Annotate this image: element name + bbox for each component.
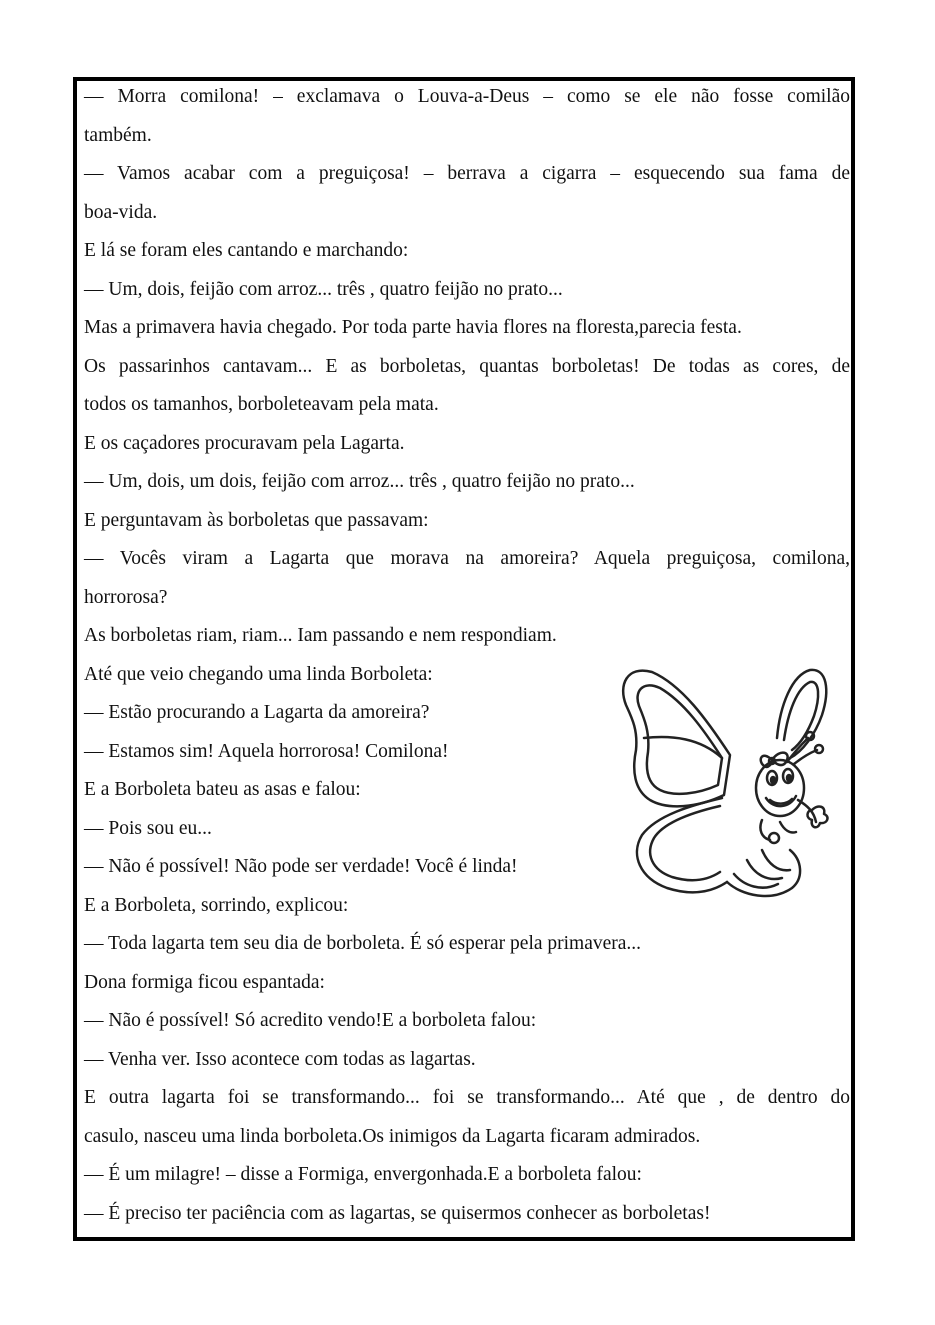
story-line: E os caçadores procuravam pela Lagarta.	[84, 432, 405, 454]
story-line: — Toda lagarta tem seu dia de borboleta. É só esperar pela primavera...	[84, 933, 642, 954]
story-line: As borboletas riam, riam... Iam passando e nem respondiam.	[84, 625, 557, 646]
story-line: Mas a primavera havia chegado. Por toda parte havia flores na floresta,parecia festa.	[84, 317, 742, 338]
story-line: — Vamos acabar com a preguiçosa! – berrava a cigarra – esquecendo sua fama de	[84, 163, 850, 184]
story-line: — Estamos sim! Aquela horrorosa! Comilona!	[84, 740, 449, 762]
story-line: — Estão procurando a Lagarta da amoreira?	[84, 702, 430, 723]
story-line: — Vocês viram a Lagarta que morava na amoreira? Aquela preguiçosa, comilona,	[84, 548, 850, 569]
story-line: E lá se foram eles cantando e marchando:	[84, 240, 409, 261]
story-line: Dona formiga ficou espantada:	[84, 971, 325, 993]
story-line: boa-vida.	[84, 201, 158, 223]
story-text	[84, 78, 850, 1233]
story-line: Os passarinhos cantavam... E as borboletas, quantas borboletas! De todas as cores, de	[84, 355, 850, 377]
story-line: Até que veio chegando uma linda Borboleta:	[84, 663, 433, 685]
story-line: E perguntavam às borboletas que passavam:	[84, 509, 429, 531]
story-line: — Um, dois, feijão com arroz... três , quatro feijão no prato...	[84, 278, 563, 300]
story-line: — Morra comilona! – exclamava o Louva-a-Deus – como se ele não fosse comilão	[84, 86, 850, 107]
story-line: todos os tamanhos, borboleteavam pela mata.	[84, 394, 439, 415]
story-line: também.	[84, 124, 152, 146]
story-line: casulo, nasceu uma linda borboleta.Os inimigos da Lagarta ficaram admirados.	[84, 1125, 701, 1147]
story-line: E a Borboleta, sorrindo, explicou:	[84, 894, 349, 916]
story-line: — Um, dois, um dois, feijão com arroz... três , quatro feijão no prato...	[84, 471, 635, 492]
story-line: — Venha ver. Isso acontece com todas as lagartas.	[84, 1048, 476, 1070]
story-line: — É um milagre! – disse a Formiga, envergonhada.E a borboleta falou:	[84, 1164, 642, 1185]
story-line: — Não é possível! Não pode ser verdade! Você é linda!	[84, 856, 518, 877]
story-line: — Não é possível! Só acredito vendo!E a borboleta falou:	[84, 1010, 537, 1031]
story-line: horrorosa?	[84, 586, 168, 608]
story-line: E a Borboleta bateu as asas e falou:	[84, 779, 361, 800]
butterfly-icon	[612, 660, 837, 910]
story-line: — Pois sou eu...	[84, 817, 212, 839]
story-line: E outra lagarta foi se transformando... foi se transformando... Até que , de dentro do	[84, 1087, 850, 1108]
story-line: — É preciso ter paciência com as lagartas, se quisermos conhecer as borboletas!	[84, 1202, 711, 1224]
